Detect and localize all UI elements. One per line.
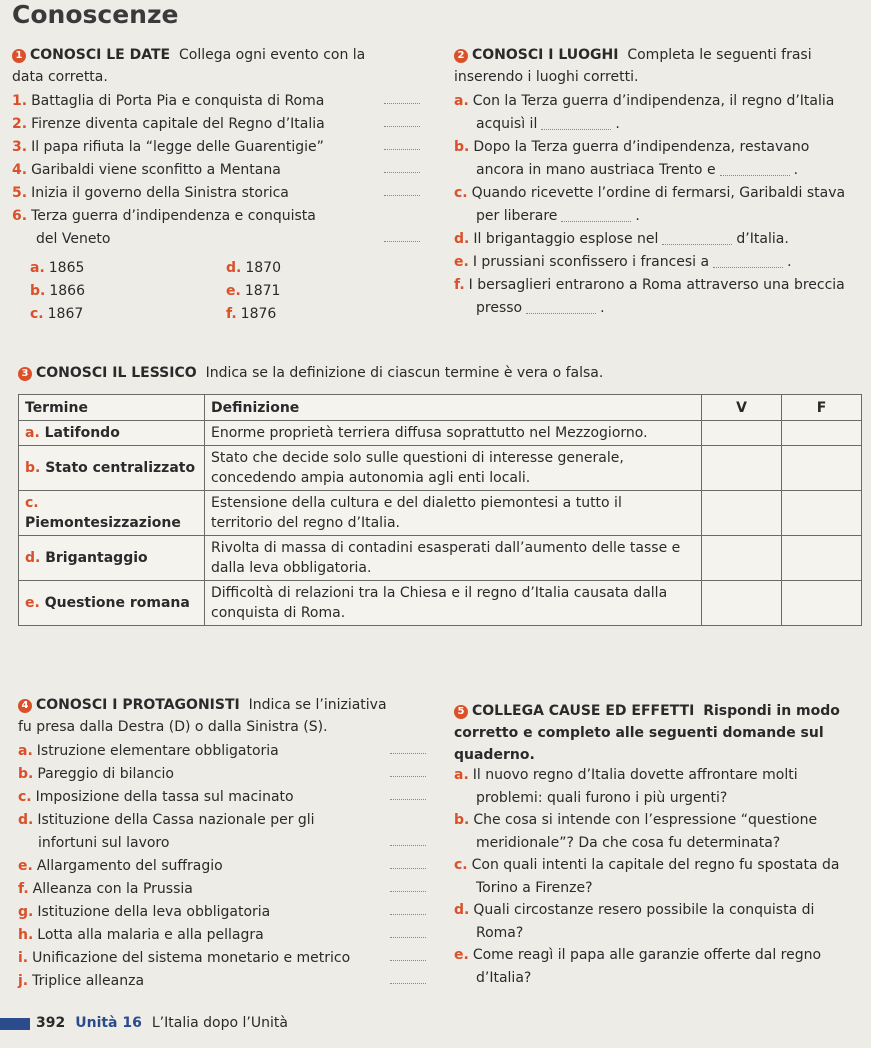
true-checkbox-cell[interactable] [702, 536, 782, 581]
item-letter: a. [18, 743, 33, 759]
term-name: Stato centralizzato [45, 460, 196, 476]
exercise-caption: CONOSCI I PROTAGONISTI [36, 697, 240, 713]
exercise-5-header [454, 700, 864, 766]
list-item [454, 113, 866, 136]
list-item [454, 944, 866, 967]
item-text: Alleanza con la Prussia [32, 881, 193, 897]
term-letter: e. [25, 595, 40, 611]
exercise-instruction: Indica se l’iniziativa [248, 697, 387, 713]
term-name: Questione romana [44, 595, 190, 611]
list-item [454, 205, 866, 228]
answer-blank[interactable] [526, 300, 596, 314]
exercise-instruction: Indica se la definizione di ciascun termine è vera o falsa. [205, 365, 604, 381]
item-text: Terza guerra d’indipendenza e conquista [31, 208, 316, 224]
definition-line: Difficoltà di relazioni tra la Chiesa e il regno d’Italia causata dalla [211, 585, 668, 601]
option-letter: f. [226, 306, 237, 322]
column-header-false: F [782, 395, 862, 421]
answer-blank[interactable] [384, 136, 420, 150]
item-text: Istituzione della Cassa nazionale per gli [37, 812, 315, 828]
exercise-number-badge: 3 [18, 367, 32, 381]
answer-blank[interactable] [390, 924, 426, 938]
table-row [19, 491, 862, 536]
item-letter: a. [454, 767, 469, 783]
unit-topic: L’Italia dopo l’Unità [151, 1015, 288, 1031]
causes-effects-list [454, 764, 866, 989]
item-text: Lotta alla malaria e alla pellagra [37, 927, 264, 943]
list-item [454, 809, 866, 832]
item-text: infortuni sul lavoro [38, 835, 170, 851]
list-item [12, 90, 432, 113]
exercise-caption: CONOSCI IL LESSICO [36, 365, 197, 381]
exercise-1-header [12, 44, 432, 88]
list-item [454, 787, 866, 810]
answer-blank[interactable] [390, 740, 426, 754]
list-item [454, 251, 866, 274]
definition-line: Estensione della cultura e del dialetto piemontesi a tutto il [211, 495, 622, 511]
item-text: Unificazione del sistema monetario e metrico [32, 950, 351, 966]
definition-line: Stato che decide solo sulle questioni di interesse generale, [211, 450, 624, 466]
places-list [454, 90, 866, 320]
exercise-instruction: Completa le seguenti frasi [627, 47, 812, 63]
exercise-4-header [18, 694, 438, 738]
list-item [454, 274, 866, 297]
option-value: 1876 [240, 306, 277, 322]
item-text: Triplice alleanza [32, 973, 145, 989]
item-number: 1. [12, 93, 28, 109]
term-cell [19, 446, 205, 491]
term-letter: b. [25, 460, 41, 476]
date-option [226, 280, 280, 303]
answer-blank[interactable] [713, 254, 783, 268]
option-value: 1867 [47, 306, 84, 322]
column-header-term: Termine [19, 395, 205, 421]
item-letter: c. [454, 185, 468, 201]
option-letter: b. [30, 283, 46, 299]
exercise-number-badge: 2 [454, 49, 468, 63]
definition-line: territorio del regno d’Italia. [211, 515, 400, 531]
definition-line: dalla leva obbligatoria. [211, 560, 372, 576]
list-item [12, 113, 432, 136]
item-text: ancora in mano austriaca Trento e [476, 162, 716, 178]
list-item [12, 136, 432, 159]
item-text: Quando ricevette l’ordine di fermarsi, Garibaldi stava [471, 185, 846, 201]
item-text-tail: . [600, 300, 605, 316]
item-text: Con quali intenti la capitale del regno fu spostata da [471, 857, 840, 873]
list-item [18, 878, 438, 901]
definition-cell [205, 446, 702, 491]
page-footer [36, 1015, 288, 1031]
answer-blank[interactable] [390, 763, 426, 777]
false-checkbox-cell[interactable] [782, 536, 862, 581]
option-letter: a. [30, 260, 45, 276]
exercise-caption: CONOSCI I LUOGHI [472, 47, 619, 63]
item-text: I bersaglieri entrarono a Roma attraverso una breccia [468, 277, 845, 293]
item-text: Allargamento del suffragio [36, 858, 223, 874]
false-checkbox-cell[interactable] [782, 491, 862, 536]
exercise-instruction: Rispondi in modo [703, 703, 840, 719]
true-checkbox-cell[interactable] [702, 446, 782, 491]
exercise-instruction: inserendo i luoghi corretti. [454, 69, 639, 85]
item-letter: a. [454, 93, 469, 109]
table-row [19, 536, 862, 581]
events-list [12, 90, 432, 251]
date-option [30, 303, 83, 326]
item-letter: f. [18, 881, 29, 897]
term-cell [19, 491, 205, 536]
definition-cell [205, 421, 702, 446]
definition-line: conquista di Roma. [211, 605, 346, 621]
list-item [12, 205, 432, 228]
list-item [454, 922, 866, 945]
answer-blank[interactable] [541, 116, 611, 130]
date-option [30, 280, 85, 303]
item-letter: g. [18, 904, 34, 920]
item-text: Istituzione della leva obbligatoria [37, 904, 271, 920]
term-name: Brigantaggio [45, 550, 148, 566]
footer-color-bar [0, 1018, 30, 1030]
item-letter: b. [454, 139, 470, 155]
definition-cell [205, 581, 702, 626]
answer-blank[interactable] [720, 162, 790, 176]
answer-blank[interactable] [390, 970, 426, 984]
item-text: Battaglia di Porta Pia e conquista di Roma [31, 93, 325, 109]
list-item [12, 228, 432, 251]
list-item [454, 228, 866, 251]
item-text: Inizia il governo della Sinistra storica [31, 185, 289, 201]
item-text: Firenze diventa capitale del Regno d’Italia [31, 116, 325, 132]
option-letter: e. [226, 283, 241, 299]
item-letter: j. [18, 973, 29, 989]
item-letter: e. [454, 254, 469, 270]
list-item [454, 854, 866, 877]
table-row [19, 421, 862, 446]
column-header-true: V [702, 395, 782, 421]
answer-blank[interactable] [390, 878, 426, 892]
item-letter: c. [18, 789, 32, 805]
item-text-tail: . [793, 162, 799, 178]
option-value: 1866 [49, 283, 85, 299]
list-item [18, 947, 438, 970]
option-value: 1865 [48, 260, 85, 276]
item-number: 4. [12, 162, 28, 178]
term-letter: d. [25, 550, 41, 566]
list-item [12, 159, 432, 182]
item-text: Che cosa si intende con l’espressione “questione [473, 812, 818, 828]
list-item [454, 832, 866, 855]
item-letter: d. [18, 812, 34, 828]
answer-blank[interactable] [390, 786, 426, 800]
list-item [18, 809, 438, 832]
list-item [12, 182, 432, 205]
term-cell [19, 536, 205, 581]
item-text: Il nuovo regno d’Italia dovette affrontare molti [472, 767, 798, 783]
exercise-number-badge: 4 [18, 699, 32, 713]
exercise-instruction: Collega ogni evento con la [178, 47, 366, 63]
item-text: Roma? [476, 924, 524, 941]
term-cell [19, 581, 205, 626]
item-letter: i. [18, 950, 29, 966]
answer-blank[interactable] [384, 90, 420, 104]
exercise-instruction: fu presa dalla Destra (D) o dalla Sinistra (S). [18, 719, 328, 735]
item-text: Con la Terza guerra d’indipendenza, il regno d’Italia [472, 93, 835, 109]
item-text-tail: . [787, 254, 792, 270]
false-checkbox-cell[interactable] [782, 446, 862, 491]
term-cell [19, 421, 205, 446]
answer-blank[interactable] [662, 231, 732, 245]
item-text: Come reagì il papa alle garanzie offerte dal regno [472, 947, 822, 963]
column-header-definition: Definizione [205, 395, 702, 421]
item-letter: b. [18, 766, 34, 782]
item-letter: d. [454, 231, 470, 247]
item-text: presso [476, 300, 523, 316]
term-letter: c. [25, 495, 39, 511]
option-value: 1870 [245, 260, 281, 276]
list-item [18, 832, 438, 855]
option-letter: c. [30, 306, 44, 322]
list-item [454, 90, 866, 113]
table-row [19, 446, 862, 491]
item-text: Il brigantaggio esplose nel [473, 231, 659, 247]
answer-blank[interactable] [390, 855, 426, 869]
answer-blank[interactable] [384, 113, 420, 127]
exercise-caption: COLLEGA CAUSE ED EFFETTI [472, 703, 695, 719]
item-text: acquisì il [476, 116, 538, 132]
true-checkbox-cell[interactable] [702, 421, 782, 446]
term-name: Latifondo [44, 425, 120, 441]
answer-blank[interactable] [384, 182, 420, 196]
page-title: Conoscenze [12, 0, 179, 29]
list-item [18, 970, 438, 993]
definition-line: concedendo ampia autonomia agli enti locali. [211, 470, 531, 486]
item-text: Quali circostanze resero possibile la conquista di [473, 902, 815, 918]
false-checkbox-cell[interactable] [782, 581, 862, 626]
item-text: Pareggio di bilancio [37, 766, 174, 782]
answer-blank[interactable] [390, 947, 426, 961]
exercise-number-badge: 5 [454, 705, 468, 719]
answer-blank[interactable] [390, 832, 426, 846]
date-option [30, 257, 84, 280]
date-option [226, 257, 281, 280]
item-text: Torino a Firenze? [476, 879, 593, 896]
answer-blank[interactable] [384, 228, 420, 242]
item-number: 3. [12, 139, 28, 155]
item-text: Imposizione della tassa sul macinato [35, 789, 294, 805]
list-item [454, 297, 866, 320]
item-letter: d. [454, 902, 470, 918]
answer-blank[interactable] [390, 901, 426, 915]
list-item [454, 136, 866, 159]
exercise-instruction: quaderno. [454, 747, 535, 763]
item-text: Dopo la Terza guerra d’indipendenza, restavano [473, 139, 810, 155]
list-item [18, 786, 438, 809]
list-item [454, 899, 866, 922]
item-text-tail: . [615, 116, 620, 132]
item-text: d’Italia? [476, 969, 532, 986]
exercise-2-header [454, 44, 864, 88]
definition-cell [205, 491, 702, 536]
item-letter: f. [454, 277, 465, 293]
definition-cell [205, 536, 702, 581]
exercise-number-badge: 1 [12, 49, 26, 63]
list-item [454, 764, 866, 787]
list-item [18, 740, 438, 763]
item-letter: e. [18, 858, 33, 874]
table-row [19, 581, 862, 626]
answer-blank[interactable] [561, 208, 631, 222]
item-letter: e. [454, 947, 469, 963]
option-letter: d. [226, 260, 242, 276]
date-option [226, 303, 276, 326]
item-text: del Veneto [36, 231, 111, 247]
item-text: problemi: quali furono i più urgenti? [476, 789, 728, 806]
definition-line: Enorme proprietà terriera diffusa soprattutto nel Mezzogiorno. [211, 425, 648, 441]
item-letter: b. [454, 812, 470, 828]
exercise-3-header [18, 362, 858, 384]
term-name: Piemontesizzazione [25, 515, 181, 531]
item-text-tail: d’Italia. [736, 231, 789, 247]
list-item [454, 159, 866, 182]
item-letter: c. [454, 857, 468, 873]
list-item [454, 877, 866, 900]
answer-blank[interactable] [384, 159, 420, 173]
item-text: Garibaldi viene sconfitto a Mentana [31, 162, 281, 178]
item-text: per liberare [476, 208, 558, 224]
list-item [18, 763, 438, 786]
false-checkbox-cell[interactable] [782, 421, 862, 446]
item-number: 5. [12, 185, 28, 201]
true-checkbox-cell[interactable] [702, 491, 782, 536]
list-item [18, 855, 438, 878]
table-header-row [19, 395, 862, 421]
protagonists-list [18, 740, 438, 993]
lexicon-table [18, 394, 862, 626]
list-item [454, 182, 866, 205]
item-text: I prussiani sconfissero i francesi a [472, 254, 710, 270]
item-number: 6. [12, 208, 28, 224]
item-text: Istruzione elementare obbligatoria [36, 743, 279, 759]
term-letter: a. [25, 425, 40, 441]
item-text: meridionale”? Da che cosa fu determinata? [476, 834, 781, 851]
exercise-instruction: data corretta. [12, 69, 108, 85]
exercise-instruction: corretto e completo alle seguenti domande sul [454, 725, 824, 741]
item-letter: h. [18, 927, 34, 943]
page-number: 392 [36, 1015, 66, 1031]
list-item [18, 901, 438, 924]
option-value: 1871 [244, 283, 281, 299]
item-number: 2. [12, 116, 28, 132]
unit-label: Unità 16 [75, 1015, 142, 1031]
definition-line: Rivolta di massa di contadini esasperati dall’aumento delle tasse e [211, 540, 681, 556]
list-item [454, 967, 866, 990]
list-item [18, 924, 438, 947]
exercise-caption: CONOSCI LE DATE [30, 47, 171, 63]
item-text: Il papa rifiuta la “legge delle Guarentigie” [31, 139, 324, 155]
item-text-tail: . [635, 208, 640, 224]
true-checkbox-cell[interactable] [702, 581, 782, 626]
